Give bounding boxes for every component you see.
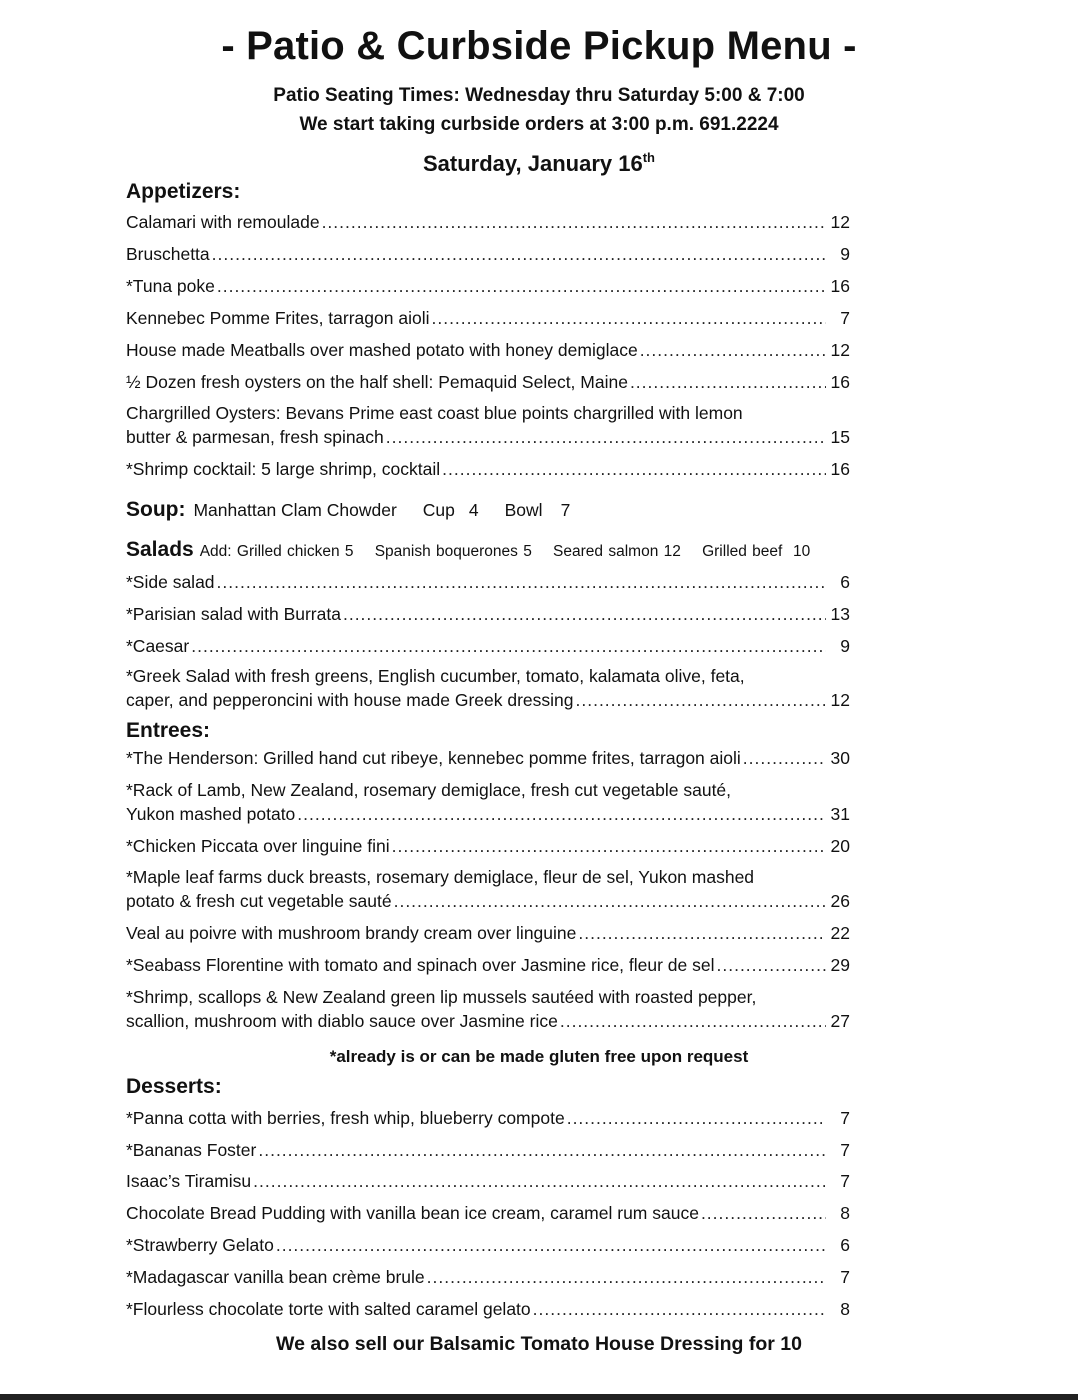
- item-price: 12: [830, 340, 850, 360]
- salad-item: [126, 570, 850, 594]
- appetizer-item: [126, 401, 850, 449]
- item-price: 30: [830, 748, 850, 768]
- leader-dots: [217, 570, 826, 594]
- soup-name: Manhattan Clam Chowder: [193, 500, 397, 520]
- entrees-heading: Entrees:: [126, 719, 211, 742]
- item-name: *The Henderson: Grilled hand cut ribeye, kennebec pomme frites, tarragon aioli: [126, 748, 741, 768]
- item-price: 6: [840, 1235, 850, 1255]
- item-name: butter & parmesan, fresh spinach: [126, 427, 384, 447]
- item-description: *Greek Salad with fresh greens, English cucumber, tomato, kalamata olive, feta,: [126, 666, 745, 686]
- leader-dots: [640, 338, 826, 362]
- dessert-item: [126, 1233, 850, 1257]
- leader-dots: [297, 802, 826, 826]
- salads-heading: Salads: [126, 538, 194, 561]
- item-price: 8: [840, 1299, 850, 1319]
- appetizer-item: [126, 274, 850, 298]
- item-name: Bruschetta: [126, 244, 210, 264]
- leader-dots: [253, 1169, 826, 1193]
- item-price: 8: [840, 1203, 850, 1223]
- item-name: *Bananas Foster: [126, 1140, 257, 1160]
- item-price: 29: [830, 955, 850, 975]
- item-price: 7: [840, 308, 850, 328]
- appetizer-item: [126, 210, 850, 234]
- leader-dots: [386, 425, 826, 449]
- item-name: *Side salad: [126, 572, 215, 592]
- entree-item: [126, 834, 850, 858]
- menu-date: [0, 142, 1078, 180]
- leader-dots: [343, 602, 826, 626]
- leader-dots: [442, 457, 826, 481]
- item-name: House made Meatballs over mashed potato with honey demiglace: [126, 340, 638, 360]
- soup-cup-price: 4: [468, 500, 479, 520]
- leader-dots: [276, 1233, 826, 1257]
- item-name: *Parisian salad with Burrata: [126, 604, 341, 624]
- item-price: 9: [840, 244, 850, 264]
- soup-section: [126, 495, 850, 525]
- leader-dots: [258, 1138, 826, 1162]
- leader-dots: [394, 889, 826, 913]
- date-text: Saturday, January 16: [423, 151, 643, 176]
- item-price: 16: [830, 372, 850, 392]
- item-price: 7: [840, 1267, 850, 1287]
- item-price: 15: [830, 427, 850, 447]
- item-name: *Chicken Piccata over linguine fini: [126, 836, 390, 856]
- item-name: scallion, mushroom with diablo sauce over Jasmine rice: [126, 1011, 558, 1031]
- entree-item: [126, 921, 850, 945]
- item-description: *Shrimp, scallops & New Zealand green lip mussels sautéed with roasted pepper,: [126, 987, 757, 1007]
- appetizers-heading: Appetizers:: [126, 180, 241, 203]
- leader-dots: [431, 306, 826, 330]
- desserts-heading: Desserts:: [126, 1075, 222, 1098]
- item-price: 16: [830, 276, 850, 296]
- leader-dots: [560, 1009, 826, 1033]
- item-price: 9: [840, 636, 850, 656]
- item-price: 6: [840, 572, 850, 592]
- dessert-item: [126, 1169, 850, 1193]
- leader-dots: [322, 210, 826, 234]
- item-description: Chargrilled Oysters: Bevans Prime east coast blue points chargrilled with lemon: [126, 403, 743, 423]
- item-price: 12: [830, 690, 850, 710]
- item-name: *Shrimp cocktail: 5 large shrimp, cocktail: [126, 459, 441, 479]
- leader-dots: [701, 1201, 826, 1225]
- item-name: *Strawberry Gelato: [126, 1235, 274, 1255]
- curbside-info: We start taking curbside orders at 3:00 p.m. 691.2224: [299, 114, 779, 135]
- entree-item: [126, 778, 850, 826]
- appetizer-item: [126, 242, 850, 266]
- entree-item: [126, 746, 850, 770]
- soup-cup-label: Cup: [422, 500, 455, 520]
- dessert-item: [126, 1265, 850, 1289]
- soup-bowl-price: 7: [560, 500, 571, 520]
- dessert-item: [126, 1138, 850, 1162]
- leader-dots: [717, 953, 827, 977]
- appetizer-item: [126, 457, 850, 481]
- appetizer-item: [126, 338, 850, 362]
- leader-dots: [212, 242, 826, 266]
- item-name: *Seabass Florentine with tomato and spinach over Jasmine rice, fleur de sel: [126, 955, 715, 975]
- leader-dots: [217, 274, 826, 298]
- appetizers-section: [126, 177, 850, 207]
- item-name: Veal au poivre with mushroom brandy cream over linguine: [126, 923, 577, 943]
- item-name: caper, and pepperoncini with house made Greek dressing: [126, 690, 574, 710]
- seating-times: Patio Seating Times: Wednesday thru Saturday 5:00 & 7:00: [273, 85, 805, 106]
- gluten-free-note: *already is or can be made gluten free upon request: [329, 1047, 749, 1066]
- date-suffix: th: [642, 150, 655, 165]
- salad-item: [126, 602, 850, 626]
- salad-item: [126, 664, 850, 712]
- soup-bowl-label: Bowl: [504, 500, 543, 520]
- item-price: 22: [830, 923, 850, 943]
- item-price: 13: [830, 604, 850, 624]
- salad-add-ons: Add: Grilled chicken 5 Spanish boquerones 5 Seared salmon 12 Grilled beef 10: [199, 543, 811, 560]
- entrees-section: [126, 716, 850, 746]
- leader-dots: [578, 921, 826, 945]
- dessert-item: [126, 1106, 850, 1130]
- leader-dots: [427, 1265, 826, 1289]
- appetizer-item: [126, 370, 850, 394]
- item-price: 27: [830, 1011, 850, 1031]
- soup-heading: Soup:: [126, 498, 186, 521]
- item-name: ½ Dozen fresh oysters on the half shell: Pemaquid Select, Maine: [126, 372, 628, 392]
- dressing-note: We also sell our Balsamic Tomato House Dressing for 10: [276, 1333, 802, 1355]
- item-name: potato & fresh cut vegetable sauté: [126, 891, 392, 911]
- entree-item: [126, 985, 850, 1033]
- item-price: 16: [830, 459, 850, 479]
- leader-dots: [576, 688, 827, 712]
- item-name: *Panna cotta with berries, fresh whip, blueberry compote: [126, 1108, 565, 1128]
- item-price: 26: [830, 891, 850, 911]
- item-price: 31: [830, 804, 850, 824]
- item-name: *Tuna poke: [126, 276, 215, 296]
- leader-dots: [630, 370, 826, 394]
- dessert-item: [126, 1297, 850, 1321]
- item-price: 7: [840, 1108, 850, 1128]
- leader-dots: [191, 634, 826, 658]
- menu-title: - Patio & Curbside Pickup Menu -: [221, 24, 857, 68]
- salad-item: [126, 634, 850, 658]
- item-name: *Caesar: [126, 636, 190, 656]
- leader-dots: [743, 746, 826, 770]
- item-name: Calamari with remoulade: [126, 212, 320, 232]
- item-name: Kennebec Pomme Frites, tarragon aioli: [126, 308, 430, 328]
- appetizer-item: [126, 306, 850, 330]
- bottom-border: [0, 1394, 1078, 1400]
- salads-section: [126, 538, 850, 562]
- item-price: 12: [830, 212, 850, 232]
- entree-item: [126, 865, 850, 913]
- item-name: Isaac’s Tiramisu: [126, 1171, 252, 1191]
- entree-item: [126, 953, 850, 977]
- leader-dots: [567, 1106, 826, 1130]
- item-price: 20: [830, 836, 850, 856]
- dessert-item: [126, 1201, 850, 1225]
- item-name: Yukon mashed potato: [126, 804, 296, 824]
- item-name: *Madagascar vanilla bean crème brule: [126, 1267, 425, 1287]
- leader-dots: [392, 834, 826, 858]
- leader-dots: [533, 1297, 826, 1321]
- item-price: 7: [840, 1171, 850, 1191]
- item-price: 7: [840, 1140, 850, 1160]
- item-name: *Flourless chocolate torte with salted caramel gelato: [126, 1299, 531, 1319]
- desserts-section: [126, 1072, 850, 1102]
- item-description: *Maple leaf farms duck breasts, rosemary demiglace, fleur de sel, Yukon mashed: [126, 867, 755, 887]
- item-name: Chocolate Bread Pudding with vanilla bean ice cream, caramel rum sauce: [126, 1203, 699, 1223]
- item-description: *Rack of Lamb, New Zealand, rosemary demiglace, fresh cut vegetable sauté,: [126, 780, 732, 800]
